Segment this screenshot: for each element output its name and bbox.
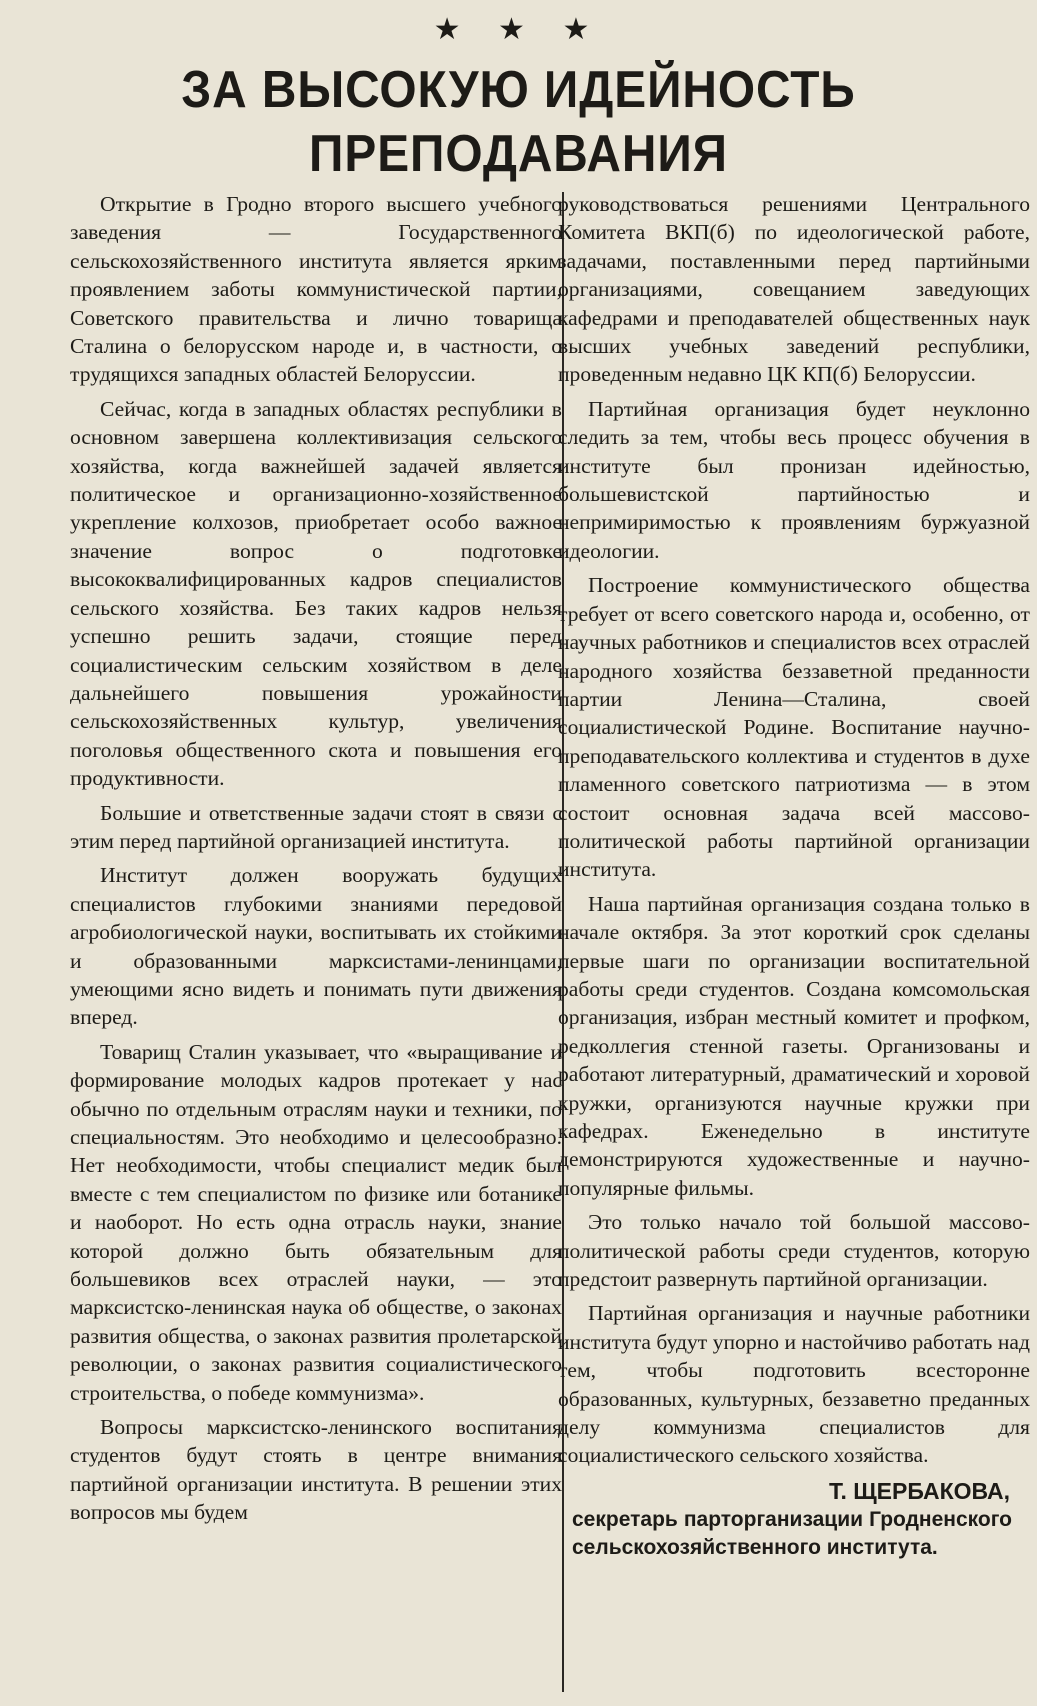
headline-line-2: ПРЕПОДАВАНИЯ (309, 125, 728, 183)
author-name: Т. ЩЕРБАКОВА, (828, 1477, 1010, 1504)
paragraph: руководствоваться решениями Центрального Комитета ВКП(б) по идеологической работе, задачами, поставленными перед партийными организациями, совещанием заведующих кафедрами и преподавателей общественных наук высших учебных заведений республики, проведенным недавно ЦК КП(б) Белоруссии. (558, 192, 1030, 387)
paragraph: Открытие в Гродно второго высшего учебного заведения — Государственного сельскохозяйственного института является ярким проявлением заботы коммунистической партии, Советского правительства и лично товарища Сталина о белорусском народе и, в частности, о трудящихся западных областей Белоруссии. (70, 192, 562, 387)
paragraph: Партийная организация и научные работники института будут упорно и настойчиво работать над тем, чтобы подготовить всесторонне образованных, культурных, беззаветно преданных делу коммунизма специалистов для социалистического сельского хозяйства. (558, 1301, 1030, 1468)
paragraph: Это только начало той большой массово-политической работы среди студентов, которую предстоит развернуть партийной организации. (558, 1210, 1030, 1292)
paragraph: Наша партийная организация создана только в начале октября. За этот короткий срок сделаны первые шаги по организации воспитательной работы среди студентов. Создана комсомольская организация, избран местный комитет и профком, редколлегия стенной газеты. Организованы и работают литературный, драматический и хоровой кружки, организуются научные кружки при кафедрах. Еженедельно в институте демонстрируются художественные и научно-популярные фильмы. (558, 891, 1030, 1200)
paragraph: Большие и ответственные задачи стоят в связи с этим перед партийной организацией института. (70, 800, 562, 853)
paragraph: Сейчас, когда в западных областях республики в основном завершена коллективизация сельского хозяйства, когда важнейшей задачей является политическое и организационно-хозяйственное укрепление колхозов, приобретает особо важное значение вопрос о подготовке высококвалифицированных кадров специалистов сельского хозяйства. Без таких кадров нельзя успешно решить задачи, стоящие перед социалистическим сельским хозяйством в деле дальнейшего повышения урожайности сельскохозяйственных культур, увеличения поголовья общественного скота и повышения его продуктивности. (70, 396, 562, 791)
signature-block (558, 1476, 1030, 1562)
paragraph: Товарищ Сталин указывает, что «выращивание и формирование молодых кадров протекает у нас обычно по отдельным отраслям науки и техники, по специальностям. Это необходимо и целесообразно. Нет необходимости, чтобы специалист медик был вместе с тем специалистом по физике или ботанике и наоборот. Но есть одна отрасль науки, знание которой должно быть обязательным для большевиков всех отраслей науки, — это марксистско-ленинская наука об обществе, о законах развития общества, о законах развития пролетарской революции, о законах развития социалистического строительства, о победе коммунизма». (70, 1039, 562, 1405)
author-position: секретарь парторганизации Гродненского сельскохозяйственного института. (572, 1507, 1012, 1559)
right-column (558, 190, 1030, 1562)
headline-line-1: ЗА ВЫСОКУЮ ИДЕЙНОСТЬ (181, 61, 856, 119)
paragraph: Построение коммунистического общества требует от всего советского народа и, особенно, от научных работников и специалистов всех отраслей народного хозяйства беззаветной преданности партии Ленина—Сталина, своей социалистической Родине. Воспитание научно-преподавательского коллектива и студентов в духе пламенного советского патриотизма — в этом состоит основная задача всей массово-политической работы партийной организации института. (558, 573, 1030, 882)
left-column (70, 190, 562, 1533)
paragraph: Партийная организация будет неуклонно следить за тем, чтобы весь процесс обучения в институте был пронизан идейностью, большевистской партийностью и непримиримостью к проявлениям буржуазной идеологии. (558, 396, 1030, 563)
paragraph: Институт должен вооружать будущих специалистов глубокими знаниями передовой агробиологической науки, воспитывать их стойкими и образованными марксистами-ленинцами, умеющими ясно видеть и понимать пути движения вперед. (70, 863, 562, 1030)
article-headline (41, 58, 995, 186)
paragraph: Вопросы марксистско-ленинского воспитания студентов будут стоять в центре внимания партийной организации института. В решении этих вопросов мы будем (70, 1415, 562, 1525)
stars-ornament: ★ ★ ★ (433, 12, 604, 47)
